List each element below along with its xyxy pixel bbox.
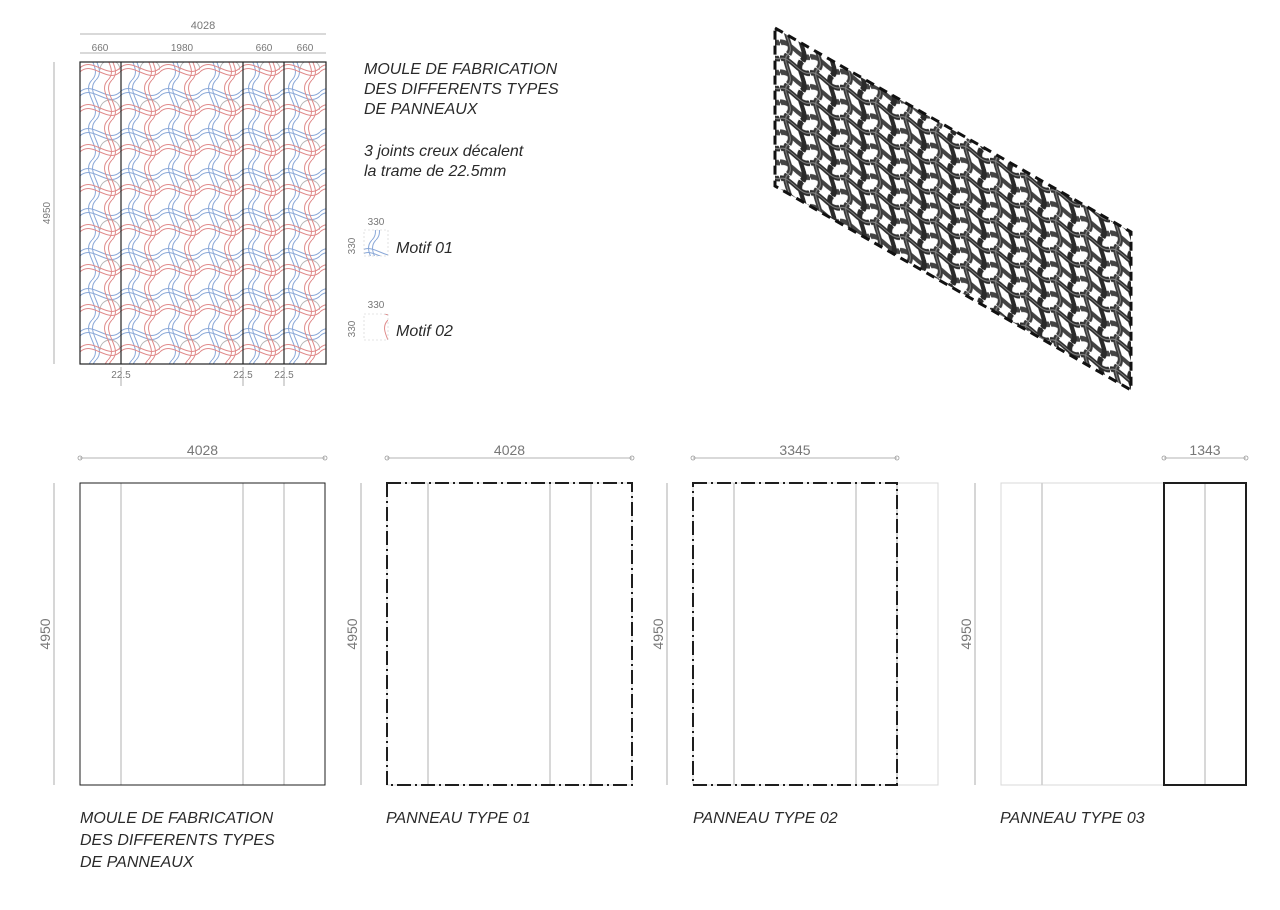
panel-1 [344, 442, 634, 785]
panel-2-width: 3345 [779, 442, 811, 458]
joints-note: 3 joints creux décalent la trame de 22.5mm [364, 143, 524, 180]
mold-segment-2: 1980 [170, 43, 194, 54]
motif-01 [347, 217, 388, 256]
mold-joint-1: 22.5 [111, 370, 131, 381]
axonometric-panel [775, 28, 1131, 390]
motif-02-label: Motif 02 [396, 323, 453, 340]
motif-02 [347, 300, 388, 340]
panel-caption-type-01: PANNEAU TYPE 01 [386, 810, 531, 827]
mold-height: 4950 [42, 201, 53, 225]
motif-02-height: 330 [347, 320, 358, 338]
panel-1-height: 4950 [344, 618, 360, 650]
mold-segment-1: 660 [91, 43, 109, 54]
motif-01-width: 330 [367, 217, 385, 228]
panel-2 [650, 442, 938, 785]
panel-1-width: 4028 [493, 442, 526, 458]
panel-3-height: 4950 [958, 618, 974, 650]
motif-01-height: 330 [347, 237, 358, 255]
mold-joint-3: 22.5 [274, 370, 294, 381]
panel-0 [37, 442, 327, 785]
panel-2-height: 4950 [650, 618, 666, 650]
panel-caption-type-03: PANNEAU TYPE 03 [1000, 810, 1145, 827]
mold-joint-2: 22.5 [233, 370, 253, 381]
panel-caption-type-02: PANNEAU TYPE 02 [693, 810, 838, 827]
mold-segment-4: 660 [296, 43, 314, 54]
mold-pattern-red [80, 62, 326, 364]
mold-plan [42, 20, 326, 386]
mold-segment-3: 660 [255, 43, 273, 54]
motif-02-width: 330 [367, 300, 385, 311]
mold-total-width: 4028 [190, 20, 216, 32]
motif-01-label: Motif 01 [396, 240, 453, 257]
mold-title-note: MOULE DE FABRICATION DES DIFFERENTS TYPES DE PANNEAUX [364, 61, 559, 118]
panel-0-height: 4950 [37, 618, 53, 650]
panel-caption-mold: MOULE DE FABRICATION DES DIFFERENTS TYPES DE PANNEAUX [80, 810, 275, 871]
panel-elevations [37, 442, 1248, 785]
panel-3-width: 1343 [1189, 442, 1221, 458]
panel-3 [958, 442, 1248, 785]
panel-0-width: 4028 [186, 442, 219, 458]
